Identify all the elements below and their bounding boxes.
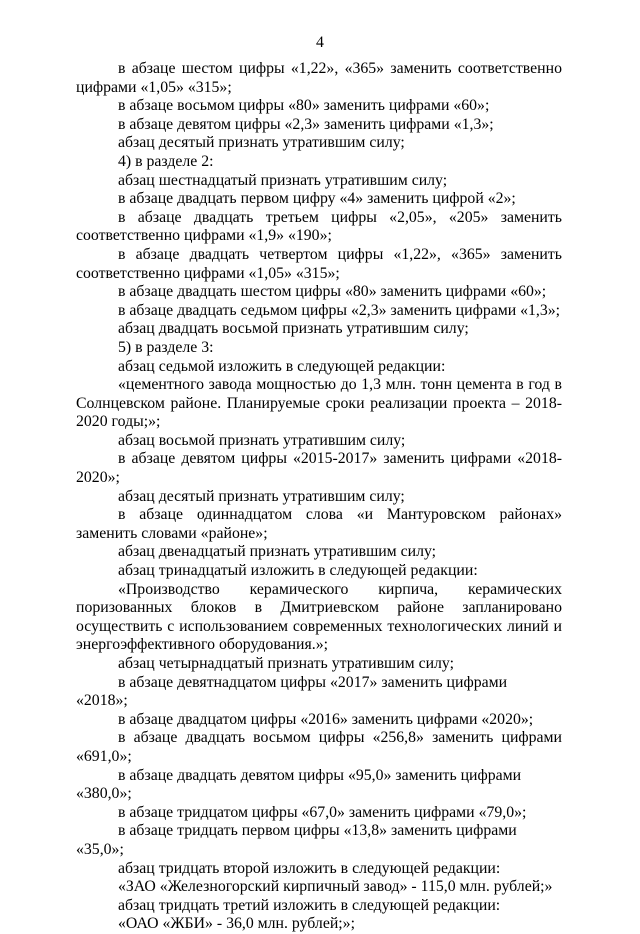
- paragraph: 5) в разделе 3:: [118, 338, 214, 356]
- paragraph: 4) в разделе 2:: [118, 152, 214, 170]
- paragraph: абзац десятый признать утратившим силу;: [118, 487, 405, 505]
- paragraph: «ЗАО «Железногорский кирпичный завод» - 115,0 млн. рублей;»: [118, 878, 553, 896]
- paragraph: абзац десятый признать утратившим силу;: [118, 134, 405, 152]
- paragraph: абзац тридцать третий изложить в следующей редакции:: [118, 896, 501, 914]
- document-body: [76, 60, 562, 934]
- paragraph: в абзаце тридцать первом цифры «13,8» заменить цифрами «35,0»;: [76, 822, 517, 858]
- paragraph: абзац двадцать восьмой признать утратившим силу;: [118, 320, 469, 338]
- paragraph: в абзаце девятом цифры «2,3» заменить цифрами «1,3»;: [118, 115, 494, 133]
- paragraph: «цементного завода мощностью до 1,3 млн. тонн цемента в год в Солнцевском районе. Планируемые сроки реализации проекта – 2018-2020 годы;»;: [76, 376, 562, 431]
- paragraph: в абзаце двадцать четвертом цифры «1,22», «365» заменить соответственно цифрами «1,05» «315»;: [76, 245, 562, 282]
- paragraph: в абзаце двадцать восьмом цифры «256,8» заменить цифрами «691,0»;: [76, 729, 562, 765]
- paragraph: в абзаце шестом цифры «1,22», «365» заменить соответственно цифрами «1,05» «315»;: [76, 60, 562, 96]
- page-number: 4: [316, 34, 324, 51]
- paragraph: в абзаце двадцатом цифры «2016» заменить цифрами «2020»;: [118, 710, 534, 728]
- paragraph: абзац седьмой изложить в следующей редакции:: [118, 357, 446, 375]
- paragraph: в абзаце двадцать первом цифру «4» заменить цифрой «2»;: [118, 190, 516, 208]
- paragraph: абзац четырнадцатый признать утратившим силу;: [118, 655, 455, 672]
- paragraph: в абзаце девятнадцатом цифры «2017» заменить цифрами «2018»;: [76, 673, 508, 710]
- paragraph: в абзаце двадцать девятом цифры «95,0» заменить цифрами «380,0»;: [76, 766, 522, 803]
- paragraph: абзац тридцать второй изложить в следующей редакции:: [118, 859, 501, 877]
- paragraph: в абзаце двадцать третьем цифры «2,05», «205» заменить соответственно цифрами «1,9» «190»;: [76, 208, 562, 245]
- paragraph: абзац двенадцатый признать утратившим силу;: [118, 543, 437, 561]
- paragraph: «ОАО «ЖБИ» - 36,0 млн. рублей;»;: [118, 915, 355, 933]
- paragraph: «Производство керамического кирпича, керамических поризованных блоков в Дмитриевском районе запланировано осуществить с использованием современных технологических линий и энергоэффективного оборудования.»;: [76, 580, 562, 654]
- paragraph: в абзаце одиннадцатом слова «и Мантуровском районах» заменить словами «районе»;: [76, 506, 562, 542]
- paragraph: абзац восьмой признать утратившим силу;: [118, 431, 406, 449]
- paragraph: в абзаце тридцатом цифры «67,0» заменить цифрами «79,0»;: [118, 803, 527, 821]
- paragraph: в абзаце девятом цифры «2015-2017» заменить цифрами «2018-2020»;: [76, 450, 562, 487]
- paragraph: в абзаце двадцать седьмом цифры «2,3» заменить цифрами «1,3»;: [118, 301, 561, 319]
- paragraph: абзац шестнадцатый признать утратившим силу;: [118, 171, 448, 189]
- paragraph: в абзаце двадцать шестом цифры «80» заменить цифрами «60»;: [118, 283, 547, 301]
- paragraph: абзац тринадцатый изложить в следующей редакции:: [118, 562, 478, 580]
- paragraph: в абзаце восьмом цифры «80» заменить цифрами «60»;: [118, 97, 490, 115]
